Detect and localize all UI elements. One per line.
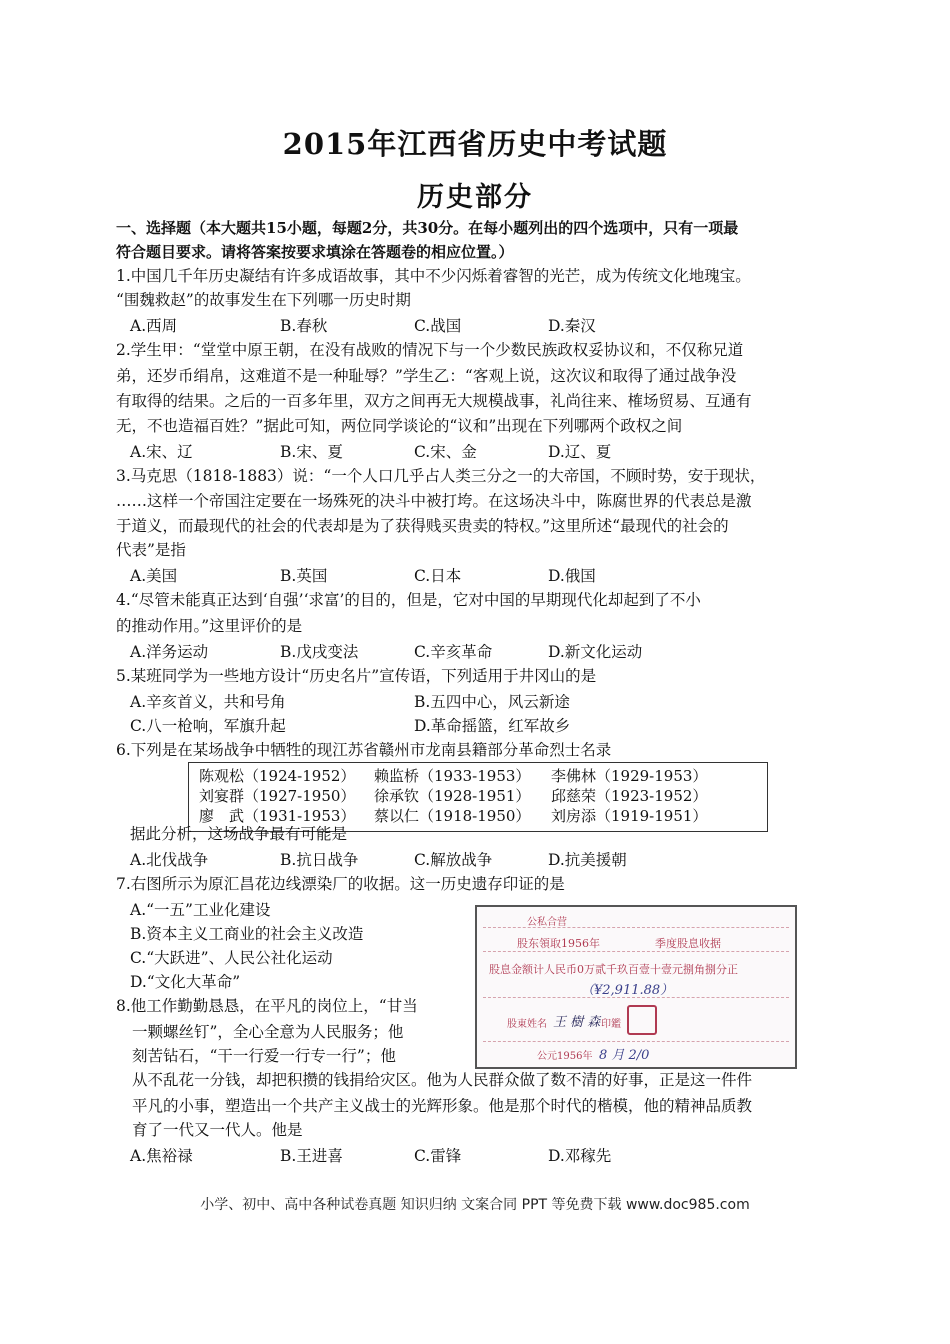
q3-option-a: A.美国 (130, 567, 178, 585)
receipt-amount-line: 股息金额计人民币0万贰千玖百壹十壹元捌角捌分正 (489, 963, 738, 976)
question-6-after: 据此分析，这场战争最有可能是 (130, 825, 348, 843)
q5-option-d: D.革命摇篮，红军故乡 (414, 717, 571, 735)
question-8-text: 育了一代又一代人。他是 (132, 1121, 303, 1139)
question-3-text: 3.马克思（1818-1883）说：“一个人口几乎占人类三分之一的大帝国，不顾时势，安于现状， (116, 467, 766, 485)
q8-option-a: A.焦裕禄 (130, 1147, 193, 1165)
q5-option-a: A.辛亥首义，共和号角 (130, 693, 286, 711)
question-2-text: 2.学生甲：“堂堂中原王朝，在没有战败的情况下与一个少数民族政权妥协议和，不仅称兄道 (116, 341, 744, 359)
q7-option-b: B.资本主义工商业的社会主义改造 (130, 925, 364, 943)
table-cell: 陈观松（1924-1952） (199, 767, 356, 785)
question-8-text: 平凡的小事，塑造出一个共产主义战士的光辉形象。他是那个时代的楷模，他的精神品质教 (132, 1097, 753, 1115)
table-cell: 刘房添（1919-1951） (551, 807, 708, 825)
q2-option-a: A.宋、辽 (130, 443, 193, 461)
q2-option-d: D.辽、夏 (548, 443, 612, 461)
dividend-receipt-image (475, 905, 797, 1069)
q5-option-c: C.八一枪响，军旗升起 (130, 717, 286, 735)
question-1-text: 1.中国几千年历史凝结有许多成语故事，其中不少闪烁着睿智的光芒，成为传统文化地瑰宝。 (116, 267, 751, 285)
q2-option-b: B.宋、夏 (280, 443, 343, 461)
question-3-text: ……这样一个帝国注定要在一场殊死的决斗中被打垮。在这场决斗中，陈腐世界的代表总是激 (116, 492, 752, 510)
section-header-line: 一、选择题（本大题共15小题，每题2分，共30分。在每小题列出的四个选项中，只有一项最 (116, 219, 739, 237)
q3-option-c: C.日本 (414, 567, 462, 585)
question-4-text: 的推动作用。”这里评价的是 (116, 617, 303, 635)
page-subtitle: 历史部分 (417, 182, 533, 213)
q6-option-b: B.抗日战争 (280, 851, 359, 869)
question-7-text: 7.右图所示为原汇昌花边线漂染厂的收据。这一历史遗存印证的是 (116, 875, 565, 893)
question-5-text: 5.某班同学为一些地方设计“历史名片”宣传语，下列适用于井冈山的是 (116, 667, 597, 685)
question-3-text: 于道义，而最现代的社会的代表却是为了获得贱买贵卖的特权。”这里所述“最现代的社会的 (116, 517, 729, 535)
question-1-text: “围魏救赵”的故事发生在下列哪一历史时期 (116, 291, 411, 309)
table-cell: 邱慈荣（1923-1952） (551, 787, 708, 805)
question-2-text: 弟，还岁币绢帛，这难道不是一种耻辱？”学生乙：“客观上说，这次议和取得了通过战争没 (116, 367, 737, 385)
receipt-holder-name: 王 樹 森 (553, 1015, 601, 1030)
q4-option-c: C.辛亥革命 (414, 643, 493, 661)
q6-option-c: C.解放战争 (414, 851, 493, 869)
question-8-text: 从不乱花一分钱，却把积攒的钱捐给灾区。他为人民群众做了数不清的好事，正是这一件件 (132, 1071, 753, 1089)
q8-option-c: C.雷锋 (414, 1147, 462, 1165)
receipt-year-suffix: 季度股息收据 (655, 937, 721, 950)
q3-option-d: D.俄国 (548, 567, 596, 585)
q8-option-d: D.邓稼先 (548, 1147, 612, 1165)
q7-option-d: D.“文化大革命” (130, 973, 241, 991)
q3-option-b: B.英国 (280, 567, 328, 585)
receipt-rule (483, 1041, 789, 1042)
question-8-text: 刻苦钻石，“干一行爱一行专一行”；他 (132, 1047, 396, 1065)
table-cell: 刘宴群（1927-1950） (199, 787, 356, 805)
q1-option-a: A.西周 (130, 317, 178, 335)
receipt-holder-label: 股東姓名 (507, 1019, 547, 1030)
receipt-rule (483, 951, 789, 952)
page-title: 2015年江西省历史中考试题 (282, 127, 668, 161)
question-8-text: 8.他工作勤勤恳恳，在平凡的岗位上，“甘当 (116, 997, 418, 1015)
q2-option-c: C.宋、金 (414, 443, 477, 461)
receipt-date-line: 公元1956年 (537, 1051, 593, 1062)
receipt-rule (483, 997, 789, 998)
table-cell: 赖监桥（1933-1953） (374, 767, 531, 785)
q4-option-b: B.戊戌变法 (280, 643, 359, 661)
table-cell: 李佛林（1929-1953） (551, 767, 708, 785)
section-header-line: 符合题目要求。请将答案按要求填涂在答题卷的相应位置。） (116, 243, 514, 261)
question-8-text: 一颗螺丝钉”，全心全意为人民服务；他 (132, 1023, 404, 1041)
question-2-text: 有取得的结果。之后的一百多年里，双方之间再无大规模战事，礼尚往来、榷场贸易、互通有 (116, 392, 752, 410)
question-2-text: 无，不也造福百姓？”据此可知，两位同学谈论的“议和”出现在下列哪两个政权之间 (116, 417, 683, 435)
q5-option-b: B.五四中心，风云新途 (414, 693, 570, 711)
q8-option-b: B.王进喜 (280, 1147, 343, 1165)
q4-option-d: D.新文化运动 (548, 643, 643, 661)
q4-option-a: A.洋务运动 (130, 643, 209, 661)
question-3-text: 代表”是指 (116, 541, 186, 559)
q6-option-a: A.北伐战争 (130, 851, 209, 869)
receipt-year-label: 股东領取1956年 (517, 937, 600, 950)
question-6-text: 6.下列是在某场战争中牺牲的现江苏省赣州市龙南县籍部分革命烈士名录 (116, 741, 612, 759)
page-footer: 小学、初中、高中各种试卷真题 知识归纳 文案合同 PPT 等免费下载 www.doc985.com (200, 1197, 750, 1213)
q7-option-a: A.“一五”工业化建设 (130, 901, 271, 919)
table-cell: 徐承钦（1928-1951） (374, 787, 531, 805)
q7-option-c: C.“大跃进”、人民公社化运动 (130, 949, 333, 967)
table-cell: 廖 武（1931-1953） (199, 807, 356, 825)
q1-option-d: D.秦汉 (548, 317, 596, 335)
question-4-text: 4.“尽管未能真正达到‘自强’‘求富’的目的，但是，它对中国的早期现代化却起到了不小 (116, 591, 701, 609)
receipt-header: 公私合营 (527, 917, 567, 928)
receipt-date-handwritten: 8 月 2/0 (599, 1048, 650, 1063)
receipt-seal-label: 印鑑 (601, 1019, 621, 1030)
q1-option-c: C.战国 (414, 317, 462, 335)
holder-seal-stamp (627, 1005, 657, 1035)
q6-option-d: D.抗美援朝 (548, 851, 627, 869)
q1-option-b: B.春秋 (280, 317, 328, 335)
table-cell: 蔡以仁（1918-1950） (374, 807, 531, 825)
receipt-rule (483, 927, 789, 928)
receipt-amount-figure: （¥2,911.88） (581, 983, 674, 998)
